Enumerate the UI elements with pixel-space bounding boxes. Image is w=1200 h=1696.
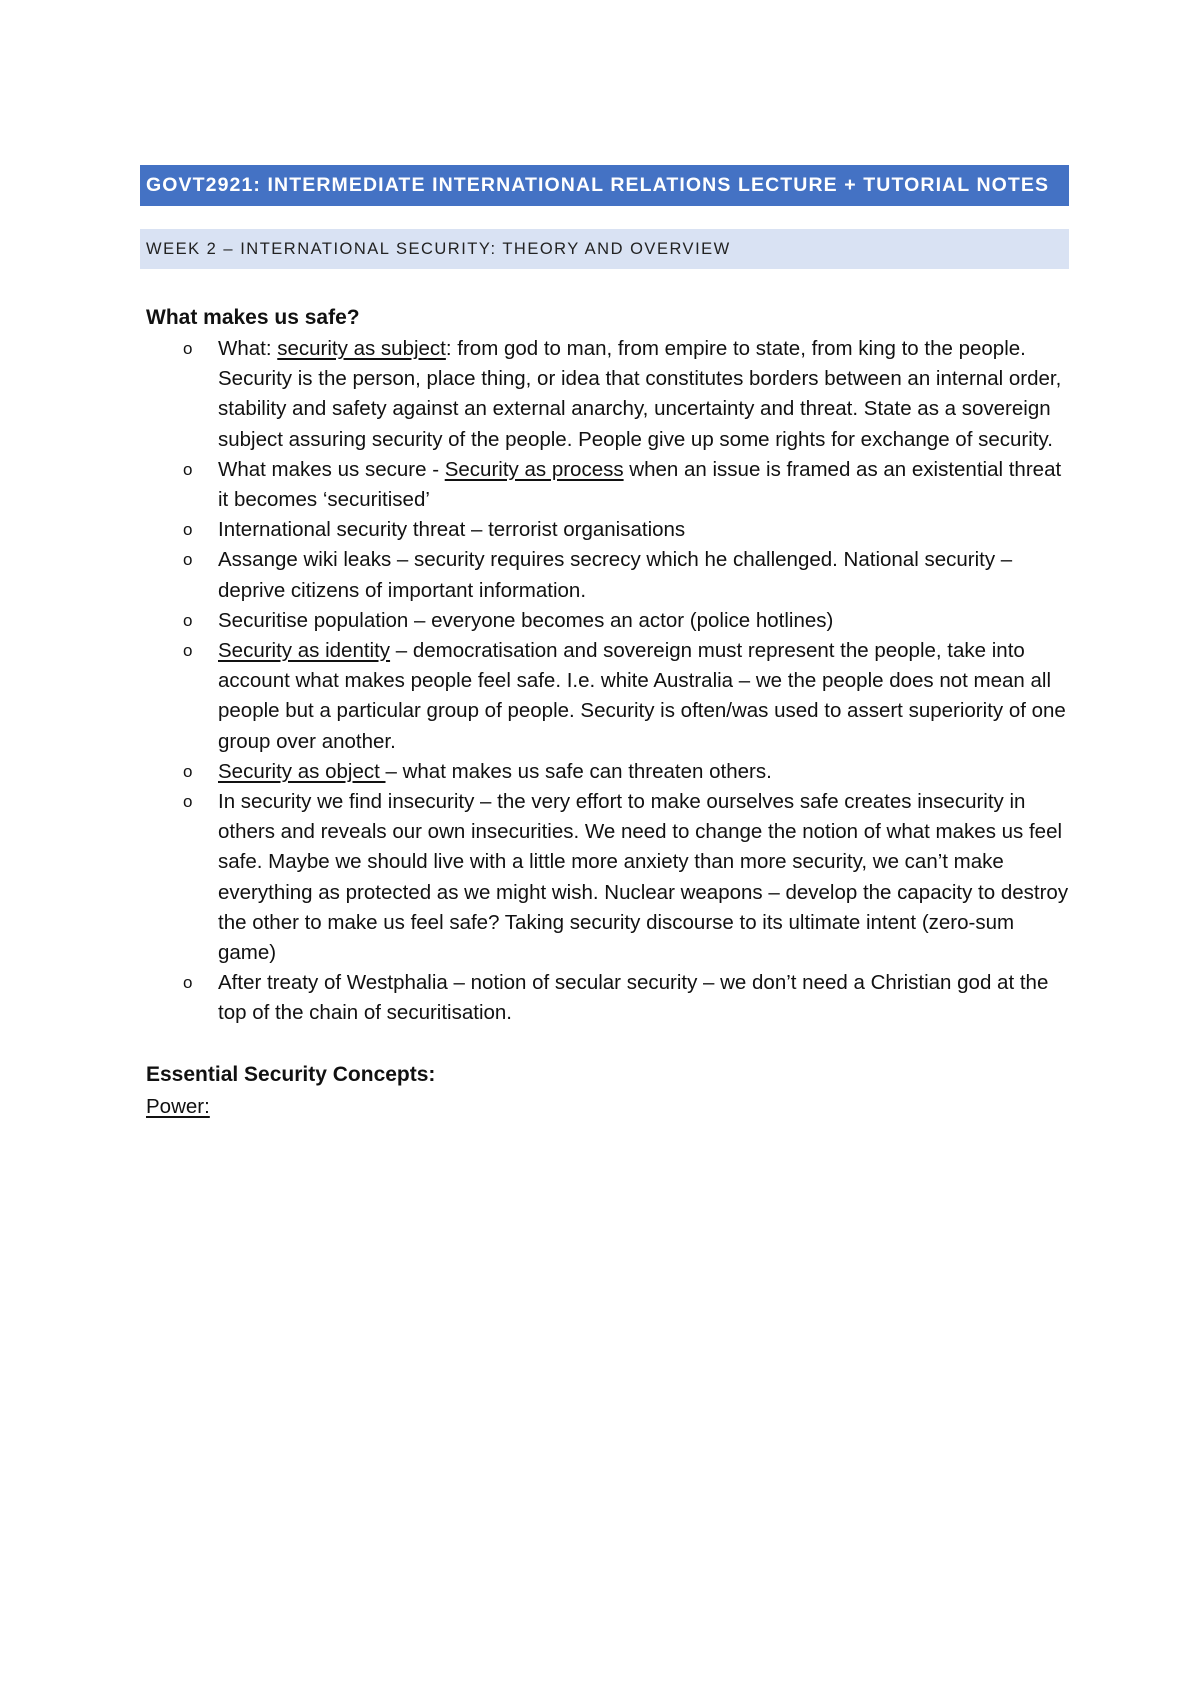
bullet-text: What makes us secure - <box>218 457 445 481</box>
bullet-marker: o <box>183 550 193 570</box>
bullet-marker: o <box>183 459 193 479</box>
underlined-term: Security as object <box>218 759 386 783</box>
bullet-text: Assange wiki leaks – security requires secrecy which he challenged. National security – deprive citizens of important information. <box>218 548 1013 602</box>
bullet-item <box>146 757 1071 787</box>
underlined-term: security as subject <box>277 337 446 360</box>
bullet-item <box>146 606 1071 636</box>
bullet-text: What: <box>218 337 278 360</box>
bullet-marker: o <box>183 973 193 993</box>
bullet-marker: o <box>183 641 193 661</box>
bullet-text: Securitise population – everyone becomes an actor (police hotlines) <box>218 608 834 632</box>
bullet-item <box>146 334 1071 455</box>
underlined-term: Security as process <box>444 457 624 481</box>
bullet-item <box>146 968 1071 1028</box>
paragraph-spacer <box>146 1029 1071 1059</box>
bullet-text: After treaty of Westphalia – notion of secular security – we don’t need a Christian god at the top of the chain of securitisation. <box>218 971 1049 1025</box>
notes-bullet-list <box>146 334 1071 1029</box>
bullet-text: – democratisation and sovereign must represent the people, take into account what makes people feel safe. I.e. white Australia – we the people does not mean all people but a particular group of people. Security is often/was used to assert superiority of one group over another. <box>218 639 1066 753</box>
bullet-item <box>146 515 1071 545</box>
bullet-marker: o <box>183 761 193 781</box>
bullet-marker: o <box>183 610 193 630</box>
section-heading-what-makes-us-safe: What makes us safe? <box>146 306 360 329</box>
notes-content <box>146 302 1071 1123</box>
underlined-term: Security as identity <box>218 639 391 663</box>
bullet-text: International security threat – terrorist organisations <box>218 518 686 542</box>
bullet-marker: o <box>183 339 193 358</box>
bullet-text: : from god to man, from empire to state, from king to the people. Security is the person, place thing, or idea that constitutes borders between an internal order, stability and safety against an external anarchy, uncertainty and threat. State as a sovereign subject assuring security of the people. People give up some rights for exchange of security. <box>218 337 1062 451</box>
bullet-item <box>146 545 1071 605</box>
bullet-item <box>146 455 1071 515</box>
bullet-text: when an issue is framed as an existential threat it becomes ‘securitised’ <box>218 457 1062 512</box>
bullet-item <box>146 636 1071 757</box>
bullet-marker: o <box>183 792 193 812</box>
bullet-item <box>146 787 1071 968</box>
bullet-text: – what makes us safe can threaten others. <box>385 759 772 783</box>
subheading-power: Power: <box>146 1094 210 1118</box>
bullet-text: In security we find insecurity – the very effort to make ourselves safe creates insecurity in others and reveals our own insecurities. We need to change the notion of what makes us feel safe. Maybe we should live with a little more anxiety than more security, we can’t make everything as protected as we might wish. Nuclear weapons – develop the capacity to destroy the other to make us feel safe? Taking security discourse to its ultimate intent (zero-sum game) <box>218 790 1069 965</box>
section-heading-essential-concepts: Essential Security Concepts: <box>146 1062 436 1086</box>
document-title: GOVT2921: INTERMEDIATE INTERNATIONAL RELATIONS LECTURE + TUTORIAL NOTES <box>140 165 1069 206</box>
week-subtitle: WEEK 2 – INTERNATIONAL SECURITY: THEORY AND OVERVIEW <box>140 229 1069 269</box>
bullet-marker: o <box>183 520 193 540</box>
